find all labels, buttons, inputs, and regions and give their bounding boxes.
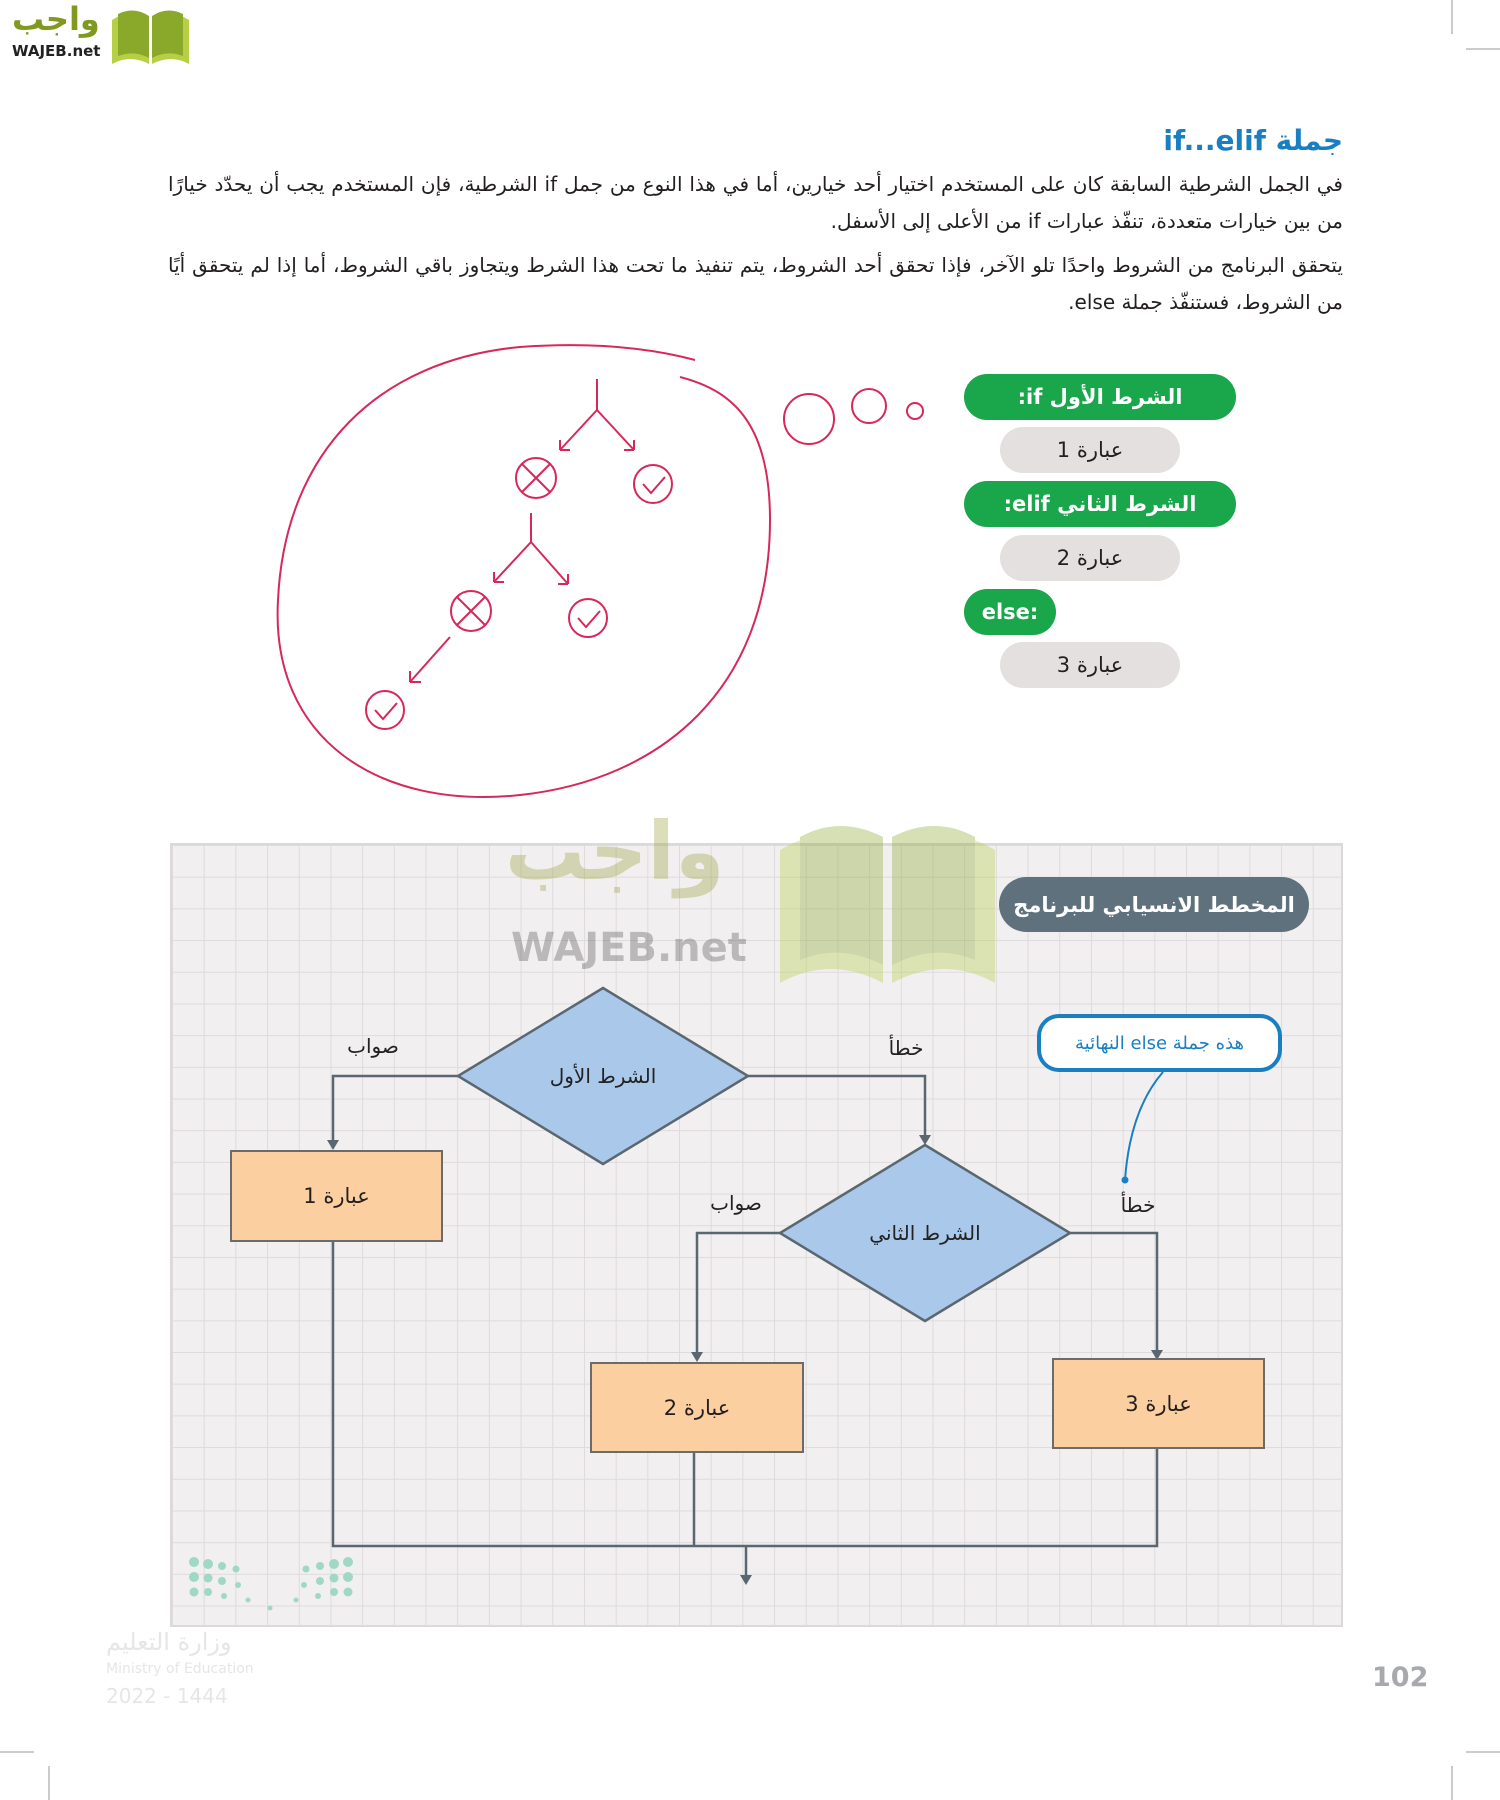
if-condition-pill: الشرط الأول if: (964, 374, 1236, 420)
statement-1-pill: عبارة 1 (1000, 427, 1180, 473)
else-pill: else: (964, 589, 1056, 635)
else-callout: هذه جملة else النهائية (1037, 1014, 1282, 1072)
ministry-year: 2022 - 1444 (106, 1684, 228, 1708)
flowchart-title: المخطط الانسيابي للبرنامج (999, 877, 1309, 932)
section-title: جملة if...elif (1163, 124, 1343, 157)
ministry-logo-dots (189, 1557, 353, 1611)
watermark-latin: WAJEB.net (511, 925, 747, 971)
ministry-name-en: Ministry of Education (106, 1661, 254, 1677)
elif-condition-pill: الشرط الثاني elif: (964, 481, 1236, 527)
paragraph-1: في الجمل الشرطية السابقة كان على المستخدم اختيار أحد خيارين، أما في هذا النوع من جمل if الشرطية، فإن المستخدم يجب أن يحدّد خيارًا من بين خيارات متعددة، تنفّذ عبارات if من الأعلى إلى الأسفل. (168, 172, 1343, 233)
logo-latin: WAJEB.net (12, 42, 101, 60)
true-label-1: صواب (347, 1034, 399, 1058)
condition-2-label: الشرط الثاني (869, 1221, 981, 1245)
page-number: 102 (1372, 1662, 1429, 1693)
logo-arabic: واجب (12, 0, 100, 38)
statement-2-box: عبارة 2 (590, 1362, 804, 1453)
statement-2-pill: عبارة 2 (1000, 535, 1180, 581)
false-label-1: خطأ (888, 1036, 924, 1060)
statement-3-box: عبارة 3 (1052, 1358, 1265, 1449)
statement-3-pill: عبارة 3 (1000, 642, 1180, 688)
statement-1-box: عبارة 1 (230, 1150, 443, 1242)
paragraph-2: يتحقق البرنامج من الشروط واحدًا تلو الآخر، فإذا تحقق أحد الشروط، يتم تنفيذ ما تحت هذا الشرط ويتجاوز باقي الشروط، أما إذا لم يتحقق أيًا من الشروط، فستنفّذ جملة else. (168, 253, 1343, 314)
false-label-2: خطأ (1120, 1193, 1156, 1217)
ministry-name-ar: وزارة التعليم (106, 1628, 232, 1656)
condition-1-label: الشرط الأول (549, 1064, 657, 1088)
watermark-arabic: واجب (505, 805, 725, 898)
true-label-2: صواب (710, 1191, 762, 1215)
